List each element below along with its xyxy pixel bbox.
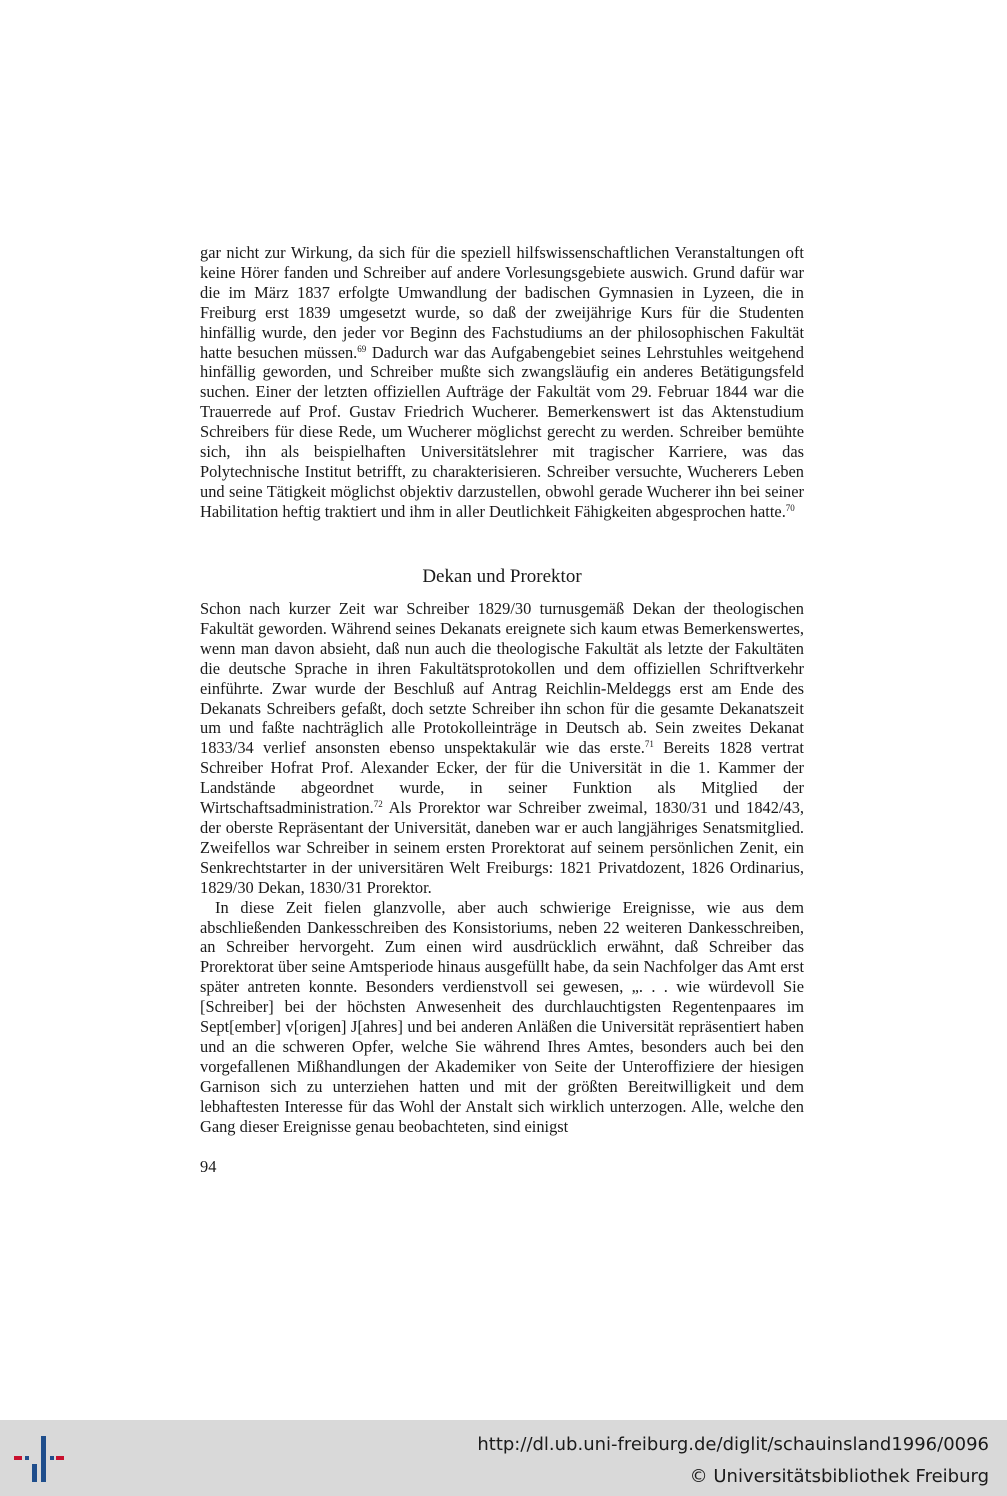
paragraph xyxy=(200,243,804,522)
paragraph-text: Schon nach kurzer Zeit war Schreiber 1829/30 turnusgemäß Dekan der theologischen Fakultät geworden. Während seines Dekanats ereignete sich kaum etwas Bemerkenswertes, wenn man davon absieht, daß nun auch die theologische Fakultät als letzte der Fakultäten die deutsche Sprache in ihren Fakultätsprotokollen und dem offiziellen Schriftverkehr einführte. Zwar wurde der Beschluß auf Antrag Reichlin-Meldeggs erst am Ende des Dekanats Schreibers gefaßt, doch setzte Schreiber ihn schon für die gesamte Dekanatszeit um und faßte nachträglich alle Protokolleinträge in Deutsch ab. Sein zweites Dekanat 1833/34 verlief ansonsten ebenso unspektakulär wie das erste. xyxy=(200,599,804,758)
body-text-main xyxy=(200,599,804,1136)
paragraph: In diese Zeit fielen glanzvolle, aber auch schwierige Ereignisse, wie aus dem abschließenden Dankesschreiben des Konsistoriums, neben 22 weiteren Dankesschreiben, an Schreiber hervorgeht. Zum einen wird ausdrücklich erwähnt, daß Schreiber das Prorektorat über seine Amtsperiode hinaus ausgefüllt habe, da sein Nachfolger das Amt erst später antreten konnte. Besonders verdienstvoll sei gewesen, „. . . wie würdevoll Sie [Schreiber] bei der höchsten Anwesenheit des durchlauchtigsten Regentenpaares im Sept[ember] v[origen] J[ahres] und bei anderen Anläßen die Universität repräsentiert haben und an die schweren Opfer, welche Sie während Ihres Amtes, besonders auch bei den vorgefallenen Mißhandlungen der Akademiker von Seite der Unteroffiziere der hiesigen Garnison sich zu unterziehen hatten und mit der größten Bereitwilligkeit und dem lebhaftesten Interesse für das Wohl der Anstalt sich wirklich unterzogen. Alle, welche den Gang dieser Ereignisse genau beobachteten, sind einigst xyxy=(200,897,804,1136)
paragraph-text: Als Prorektor war Schreiber zweimal, 1830/31 und 1842/43, der oberste Repräsentant der Universität, daneben war er auch langjähriges Senatsmitglied. Zweifellos war Schreiber in seinem ersten Prorektorat auf seinem persönlichen Zenit, ein Senkrechtstarter in der universitären Welt Freiburgs: 1821 Privatdozent, 1826 Ordinarius, 1829/30 Dekan, 1830/31 Prorektor. xyxy=(200,798,804,897)
ub-freiburg-logo-icon[interactable] xyxy=(14,1434,64,1484)
paragraph-text: Dadurch war das Aufgabengebiet seines Lehrstuhles weitgehend hinfällig geworden, und Schreiber mußte sich zwangsläufig ein anderes Betätigungsfeld suchen. Einer der letzten offiziellen Aufträge der Fakultät vom 29. Februar 1844 war die Trauerrede auf Prof. Gustav Friedrich Wucherer. Bemerkenswert ist das Aktenstudium Schreibers für diese Rede, um Wucherer möglichst gerecht zu werden. Schreiber bemühte sich, ihn als beispielhaften Universitätslehrer mit tragischer Karriere, was das Polytechnische Institut betrifft, zu charakterisieren. Schreiber versuchte, Wucherers Leben und seine Tätigkeit möglichst objektiv darzustellen, obwohl gerade Wucherer ihn bei seiner Habilitation heftig traktiert und ihm in aller Deutlichkeit Fähigkeiten abgesprochen hatte. xyxy=(200,342,804,521)
footnote-ref: 69 xyxy=(357,343,367,354)
section-heading: Dekan und Prorektor xyxy=(422,566,582,587)
paragraph-text: gar nicht zur Wirkung, da sich für die speziell hilfswissenschaftlichen Veranstaltungen oft keine Hörer fanden und Schreiber auf andere Vorlesungsgebiete auswich. Grund dafür war die im März 1837 erfolgte Umwandlung der badischen Gymnasien in Lyzeen, die in Freiburg erst 1839 umgesetzt wurde, so daß der zweijährige Kurs für die Studenten hinfällig wurde, den jeder vor Beginn des Fachstudiums an der philosophischen Fakultät hatte besuchen müssen. xyxy=(200,243,804,362)
footnote-ref: 72 xyxy=(373,799,383,810)
body-text-top xyxy=(200,243,804,522)
page-number: 94 xyxy=(200,1157,217,1176)
viewer-footer xyxy=(0,1420,1007,1496)
copyright-notice: © Universitätsbibliothek Freiburg xyxy=(689,1466,989,1487)
permalink-url[interactable]: http://dl.ub.uni-freiburg.de/diglit/schauinsland1996/0096 xyxy=(477,1434,989,1455)
paragraph xyxy=(200,599,804,898)
paragraph-text: Bereits 1828 vertrat Schreiber Hofrat Prof. Alexander Ecker, der für die Universität in die 1. Kammer der Landstände abgeordnet wurde, in seiner Funktion als Mitglied der Wirtschaftsadministration. xyxy=(200,738,804,818)
footnote-ref: 71 xyxy=(644,739,654,750)
footnote-ref: 70 xyxy=(785,502,795,513)
